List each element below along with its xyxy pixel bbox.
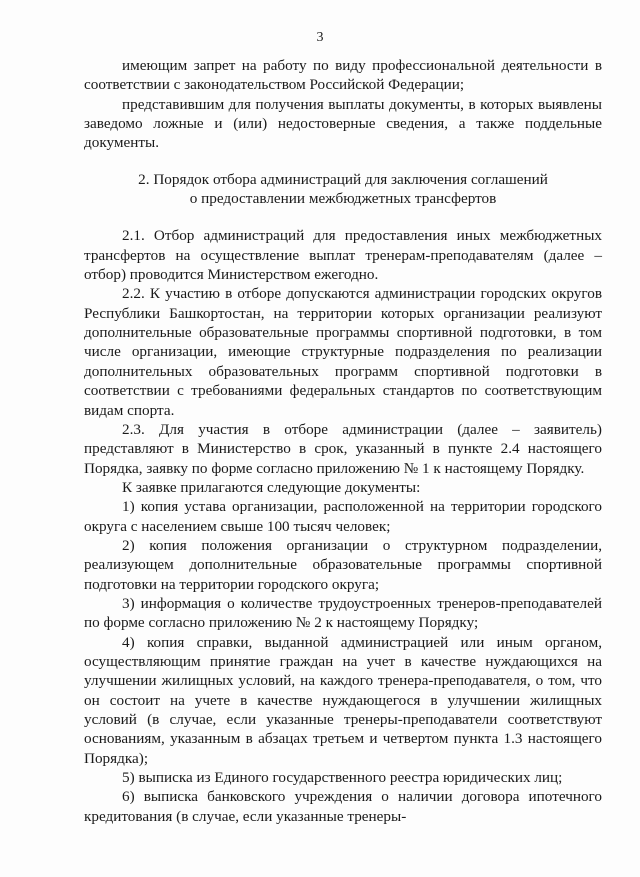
paragraph-2-2: 2.2. К участию в отборе допускаются администрации городских округов Республики Башкортостан, на территории которых организации реализуют дополнительные образовательные программы спортивной подготовки, в том числе организации, имеющие структурные подразделения по реализации дополнительных образовательных программ спортивной подготовки в соответствии с требованиями федеральных стандартов по соответствующим видам спорта. <box>84 285 602 419</box>
list-item-5: 5) выписка из Единого государственного реестра юридических лиц; <box>122 769 563 787</box>
document-body <box>84 56 602 826</box>
list-item-3: 3) информация о количестве трудоустроенных тренеров-преподавателей по форме согласно приложению № 2 к настоящему Порядку; <box>84 594 602 632</box>
paragraph-2-3: 2.3. Для участия в отборе администрации (далее – заявитель) представляют в Министерство в срок, указанный в пункте 2.4 настоящего Порядка, заявку по форме согласно приложению № 1 к настоящему Порядку. <box>84 420 602 477</box>
paragraph-ban-on-work: имеющим запрет на работу по виду профессиональной деятельности в соответствии с законодательством Российской Федерации; <box>84 57 602 94</box>
list-item-1: 1) копия устава организации, расположенной на территории городского округа с населением свыше 100 тысяч человек; <box>84 498 602 535</box>
section-heading-line-1: 2. Порядок отбора администраций для заключения соглашений <box>138 170 548 188</box>
list-item-2: 2) копия положения организации о структурном подразделении, реализующем дополнительные образовательные программы спортивной подготовки на территории городского округа; <box>84 536 602 593</box>
section-heading-line-2: о предоставлении межбюджетных трансфертов <box>189 190 497 208</box>
paragraph-attachments-intro: К заявке прилагаются следующие документы: <box>122 478 421 496</box>
list-item-4: 4) копия справки, выданной администрацией или иным органом, осуществляющим принятие граждан на учет в качестве нуждающихся на улучшении жилищных условий, на каждого тренера-преподавателя, о том, что он состоит на учете в качестве нуждающегося в улучшении жилищных условий (в случае, если указанные тренеры-преподаватели соответствуют основаниям, указанным в абзацах третьем и четвертом пункта 1.3 настоящего Порядка); <box>84 633 602 767</box>
section-heading <box>84 170 602 209</box>
paragraph-2-1: 2.1. Отбор администраций для предоставления иных межбюджетных трансфертов на осуществление выплат тренерам-преподавателям (далее – отбор) проводится Министерством ежегодно. <box>84 227 602 284</box>
page-number: 3 <box>316 30 324 45</box>
list-item-6: 6) выписка банковского учреждения о наличии договора ипотечного кредитования (в случае, если указанные тренеры- <box>84 788 602 825</box>
paragraph-false-documents: представившим для получения выплаты документы, в которых выявлены заведомо ложные и (или) недостоверные сведения, а также поддельные документы. <box>84 95 602 152</box>
